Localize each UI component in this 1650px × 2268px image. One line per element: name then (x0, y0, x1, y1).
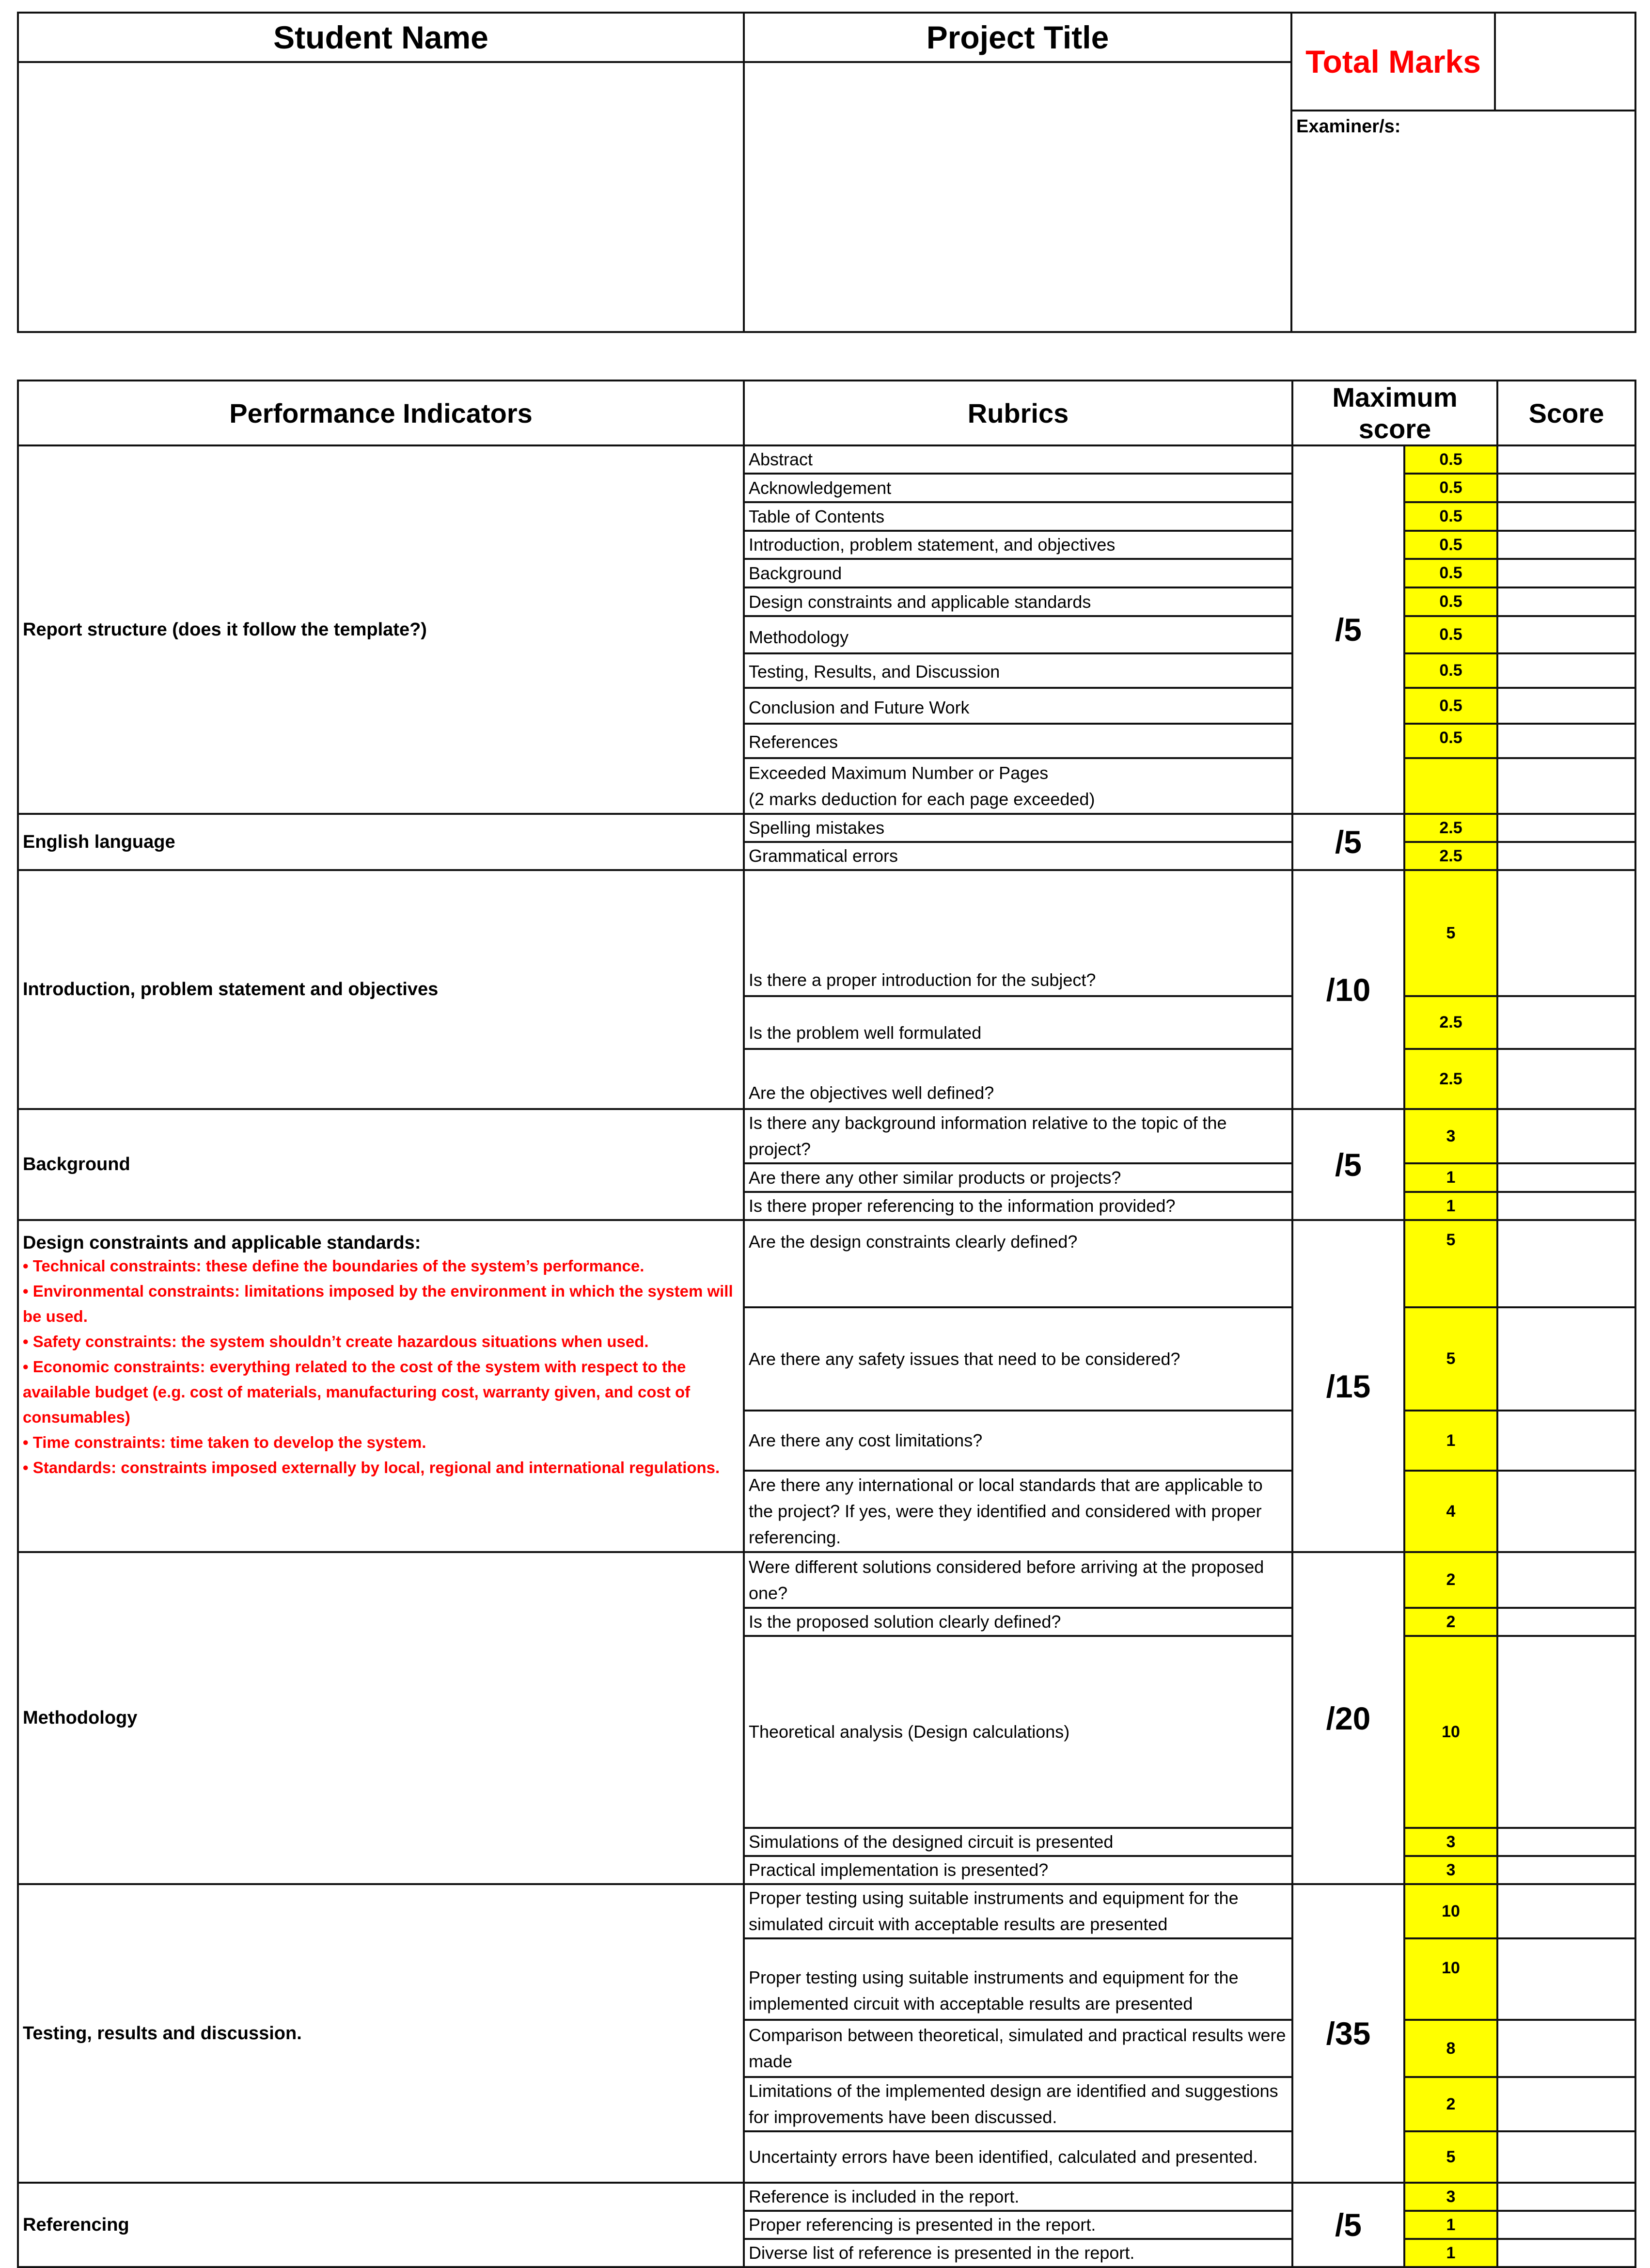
col-performance-indicators: Performance Indicators (18, 381, 744, 445)
rubric-cell: Comparison between theoretical, simulated and practical results were made (744, 2020, 1292, 2077)
max-score-cell: 5 (1404, 1307, 1497, 1411)
rubric-cell: Are the design constraints clearly defined? (744, 1220, 1292, 1307)
total-marks-label: Total Marks (1291, 13, 1495, 111)
score-input[interactable] (1497, 1856, 1635, 1884)
max-score-cell: 5 (1404, 2131, 1497, 2183)
table-row (18, 870, 1635, 996)
score-input[interactable] (1497, 1828, 1635, 1856)
student-name-field[interactable] (18, 62, 744, 332)
rubric-cell: Is there proper referencing to the information provided? (744, 1192, 1292, 1220)
indicator-report-structure: Report structure (does it follow the template?) (18, 445, 744, 814)
max-score-cell: 2 (1404, 1552, 1497, 1608)
score-input[interactable] (1497, 1109, 1635, 1163)
score-input[interactable] (1497, 688, 1635, 724)
rubric-cell: Simulations of the designed circuit is presented (744, 1828, 1292, 1856)
rubric-cell: Design constraints and applicable standards (744, 587, 1292, 616)
score-input[interactable] (1497, 1049, 1635, 1109)
rubric-cell: Proper referencing is presented in the report. (744, 2211, 1292, 2239)
score-input[interactable] (1497, 842, 1635, 870)
score-input[interactable] (1497, 2183, 1635, 2211)
table-row (18, 1552, 1635, 1608)
score-input[interactable] (1497, 1163, 1635, 1192)
student-info-table (17, 12, 1636, 333)
rubric-cell: Are there any safety issues that need to be considered? (744, 1307, 1292, 1411)
score-input[interactable] (1497, 1938, 1635, 2020)
score-input[interactable] (1497, 531, 1635, 559)
max-score-cell: 0.5 (1404, 616, 1497, 653)
rubric-subtext: (2 marks deduction for each page exceeded) (749, 789, 1095, 809)
max-score-cell: 2 (1404, 2077, 1497, 2131)
score-input[interactable] (1497, 653, 1635, 688)
section-total: /5 (1292, 814, 1404, 870)
indicator-methodology: Methodology (18, 1552, 744, 1884)
score-input[interactable] (1497, 2131, 1635, 2183)
rubric-cell: Are the objectives well defined? (744, 1049, 1292, 1109)
max-score-cell: 1 (1404, 2239, 1497, 2267)
rubric-cell: Is there a proper introduction for the subject? (744, 870, 1292, 996)
rubric-cell: Practical implementation is presented? (744, 1856, 1292, 1884)
rubric-cell: Uncertainty errors have been identified, calculated and presented. (744, 2131, 1292, 2183)
table-row (18, 1220, 1635, 1307)
score-input[interactable] (1497, 559, 1635, 587)
rubric-cell: Acknowledgement (744, 474, 1292, 502)
max-score-cell: 1 (1404, 1411, 1497, 1471)
score-input[interactable] (1497, 1192, 1635, 1220)
score-input[interactable] (1497, 1636, 1635, 1828)
rubric-cell: Were different solutions considered before arriving at the proposed one? (744, 1552, 1292, 1608)
max-score-cell: 0.5 (1404, 502, 1497, 531)
max-score-cell: 10 (1404, 1938, 1497, 2020)
indicator-background: Background (18, 1109, 744, 1220)
rubric-cell: Theoretical analysis (Design calculations) (744, 1636, 1292, 1828)
col-rubrics: Rubrics (744, 381, 1292, 445)
indicator-referencing: Referencing (18, 2183, 744, 2267)
score-input[interactable] (1497, 502, 1635, 531)
constraint-note: • Technical constraints: these define the boundaries of the system’s performance. (23, 1257, 644, 1275)
score-input[interactable] (1497, 616, 1635, 653)
rubric-cell: Conclusion and Future Work (744, 688, 1292, 724)
score-input[interactable] (1497, 996, 1635, 1049)
table-row (18, 1109, 1635, 1163)
rubric-cell: Spelling mistakes (744, 814, 1292, 842)
rubric-cell: Testing, Results, and Discussion (744, 653, 1292, 688)
max-score-cell: 3 (1404, 1828, 1497, 1856)
max-score-cell: 10 (1404, 1636, 1497, 1828)
score-input[interactable] (1497, 587, 1635, 616)
section-total: /10 (1292, 870, 1404, 1109)
score-input[interactable] (1497, 1411, 1635, 1471)
table-row (18, 1884, 1635, 1938)
max-score-cell: 0.5 (1404, 653, 1497, 688)
rubric-text: Exceeded Maximum Number or Pages (749, 762, 1049, 783)
constraint-note: • Economic constraints: everything related to the cost of the system with respect to the available budget (e.g. cost of materials, manufacturing cost, warranty given, and cost of consumables) (23, 1358, 691, 1426)
max-score-cell: 2.5 (1404, 842, 1497, 870)
rubric-cell: Are there any other similar products or projects? (744, 1163, 1292, 1192)
rubric-cell: Diverse list of reference is presented in the report. (744, 2239, 1292, 2267)
project-title-field[interactable] (744, 62, 1291, 332)
rubric-cell: Reference is included in the report. (744, 2183, 1292, 2211)
max-score-cell: 5 (1404, 870, 1497, 996)
max-score-cell: 3 (1404, 1856, 1497, 1884)
max-score-cell: 0.5 (1404, 445, 1497, 474)
section-total: /35 (1292, 1884, 1404, 2183)
col-score: Score (1497, 381, 1635, 445)
examiners-label: Examiner/s: (1296, 116, 1401, 137)
score-input[interactable] (1497, 2077, 1635, 2131)
rubric-cell: Is the problem well formulated (744, 996, 1292, 1049)
score-input[interactable] (1497, 870, 1635, 996)
section-total: /5 (1292, 2183, 1404, 2267)
max-score-cell: 2.5 (1404, 996, 1497, 1049)
rubric-table (17, 380, 1636, 2268)
rubric-cell: Are there any cost limitations? (744, 1411, 1292, 1471)
score-input[interactable] (1497, 1608, 1635, 1636)
constraint-note: • Environmental constraints: limitations imposed by the environment in which the system will be used. (23, 1282, 733, 1325)
project-title-header: Project Title (744, 13, 1291, 62)
max-score-cell: 5 (1404, 1220, 1497, 1307)
rubric-cell: Table of Contents (744, 502, 1292, 531)
max-score-cell: 3 (1404, 2183, 1497, 2211)
max-score-cell: 2 (1404, 1608, 1497, 1636)
rubric-cell: Limitations of the implemented design are identified and suggestions for improvements have been discussed. (744, 2077, 1292, 2131)
max-score-cell: 1 (1404, 1163, 1497, 1192)
rubric-cell: Grammatical errors (744, 842, 1292, 870)
rubric-cell: Methodology (744, 616, 1292, 653)
section-total: /20 (1292, 1552, 1404, 1884)
rubric-cell: Proper testing using suitable instruments and equipment for the implemented circuit with acceptable results are presented (744, 1938, 1292, 2020)
score-input[interactable] (1497, 1552, 1635, 1608)
score-input[interactable] (1497, 1307, 1635, 1411)
score-input[interactable] (1497, 1220, 1635, 1307)
table-row (18, 445, 1635, 474)
max-score-cell: 0.5 (1404, 559, 1497, 587)
rubric-cell: Introduction, problem statement, and objectives (744, 531, 1292, 559)
score-input[interactable] (1497, 2211, 1635, 2239)
score-input[interactable] (1497, 1884, 1635, 1938)
rubric-cell: Is there any background information relative to the topic of the project? (744, 1109, 1292, 1163)
score-input[interactable] (1497, 474, 1635, 502)
score-input[interactable] (1497, 2020, 1635, 2077)
max-score-cell: 0.5 (1404, 474, 1497, 502)
total-marks-field[interactable] (1495, 13, 1635, 111)
indicator-title: Design constraints and applicable standards: (23, 1233, 421, 1253)
max-score-cell: 0.5 (1404, 531, 1497, 559)
score-input[interactable] (1497, 724, 1635, 758)
score-input[interactable] (1497, 814, 1635, 842)
section-total: /15 (1292, 1220, 1404, 1552)
table-row (18, 814, 1635, 842)
examiners-field[interactable] (1291, 111, 1635, 332)
indicator-testing: Testing, results and discussion. (18, 1884, 744, 2183)
section-total: /5 (1292, 1109, 1404, 1220)
score-input[interactable] (1497, 445, 1635, 474)
constraint-note: • Standards: constraints imposed externally by local, regional and international regulations. (23, 1459, 720, 1476)
rubric-cell: Are there any international or local standards that are applicable to the project? If yes, were they identified and considered with proper referencing. (744, 1471, 1292, 1552)
score-input[interactable] (1497, 758, 1635, 814)
indicator-english-language: English language (18, 814, 744, 870)
section-total: /5 (1292, 445, 1404, 814)
col-maximum-score: Maximum score (1292, 381, 1497, 445)
rubric-cell (744, 758, 1292, 814)
student-name-header: Student Name (18, 13, 744, 62)
max-score-cell: 2.5 (1404, 814, 1497, 842)
score-input[interactable] (1497, 2239, 1635, 2267)
max-score-cell: 2.5 (1404, 1049, 1497, 1109)
max-score-cell (1404, 758, 1497, 814)
indicator-introduction: Introduction, problem statement and objectives (18, 870, 744, 1109)
max-score-cell: 1 (1404, 2211, 1497, 2239)
max-score-cell: 10 (1404, 1884, 1497, 1938)
constraint-note: • Safety constraints: the system shouldn’t create hazardous situations when used. (23, 1332, 649, 1350)
max-score-cell: 1 (1404, 1192, 1497, 1220)
constraint-note: • Time constraints: time taken to develop the system. (23, 1433, 426, 1451)
rubric-cell: Proper testing using suitable instruments and equipment for the simulated circuit with acceptable results are presented (744, 1884, 1292, 1938)
score-input[interactable] (1497, 1471, 1635, 1552)
max-score-cell: 0.5 (1404, 724, 1497, 758)
rubric-cell: Background (744, 559, 1292, 587)
max-score-cell: 3 (1404, 1109, 1497, 1163)
max-score-cell: 0.5 (1404, 587, 1497, 616)
table-row (18, 2183, 1635, 2211)
rubric-cell: Abstract (744, 445, 1292, 474)
rubric-cell: Is the proposed solution clearly defined? (744, 1608, 1292, 1636)
max-score-cell: 4 (1404, 1471, 1497, 1552)
indicator-design-constraints (18, 1220, 744, 1552)
rubric-cell: References (744, 724, 1292, 758)
max-score-cell: 0.5 (1404, 688, 1497, 724)
max-score-cell: 8 (1404, 2020, 1497, 2077)
